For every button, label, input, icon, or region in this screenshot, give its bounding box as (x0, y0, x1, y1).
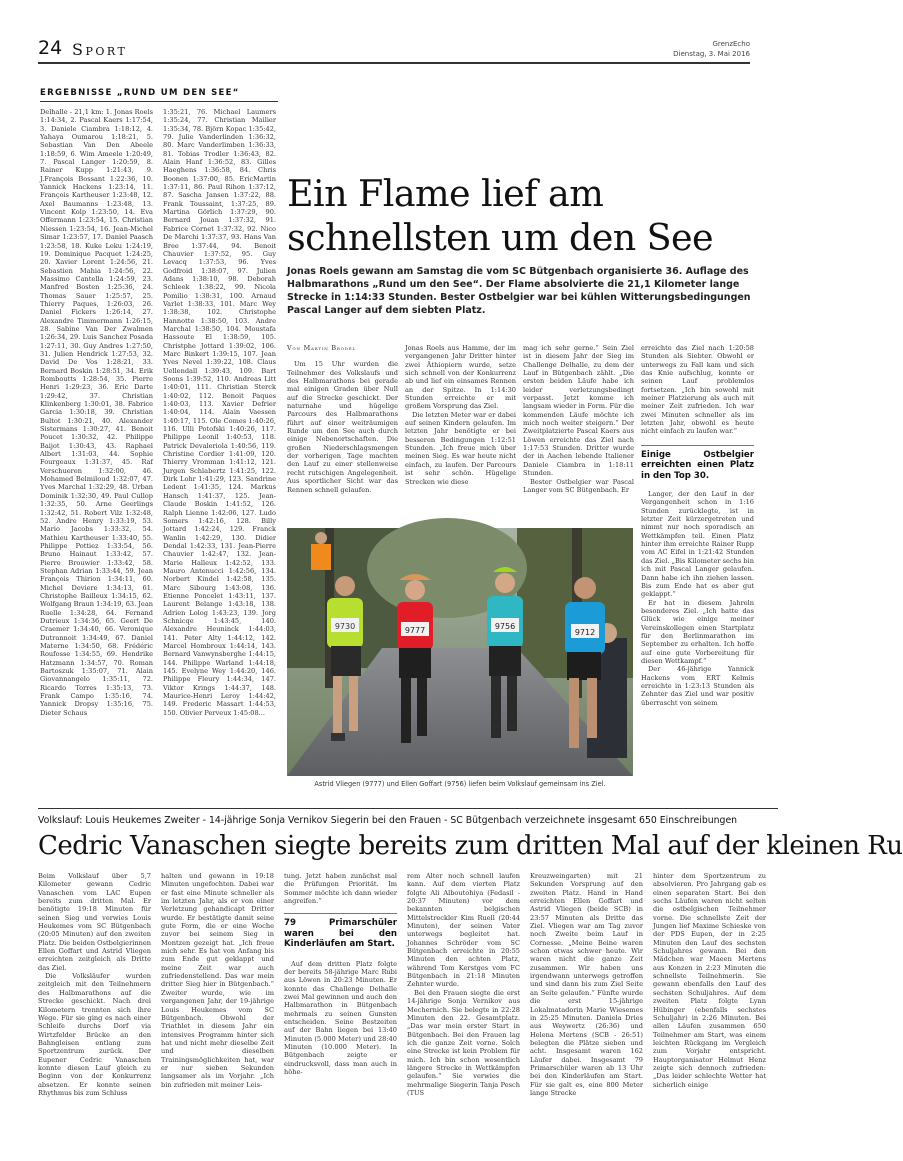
photo-caption: Astrid Vliegen (9777) und Ellen Goffart (9756) liefen beim Volkslauf gemeinsam ins Ziel. (314, 780, 606, 788)
article1-lead: Jonas Roels gewann am Samstag die vom SC Bütgenbach organisierte 36. Auflage des Halbmarathons „Rund um den See“. Der Flame absolvierte die 21,1 Kilometer lange Strecke in 1:14:33 Stunden. Bester Ostbelgier war bei kühlen Witterungsbedingungen Pascal Langer auf dem siebten Platz. (287, 266, 751, 316)
article2-text-3b: Auf dem dritten Platz folgte der bereits 58-jährige Marc Rubi aus Löwen in 20:23 Minuten. Er konnte das Challenge Delhalle zwei Mal gewinnen und auch den Halbmarathon in Bütgenbach mehrmals zu seinen Gunsten entscheiden. Seine Bestzeiten auf der Bahn liegen bei 13:40 Minuten (5.000 Meter) und 28:40 Minuten (10.000 Meter). In Bütgenbach zeigte er eindrucksvoll, dass man auch in höhe- (284, 959, 397, 1077)
article1-text-3: mag ich sehr gerne.“ Sein Ziel ist in diesem Jahr der Sieg im Challenge Delhalle, zu dem der Lauf in Bütgenbach zählt. „Die ersten beiden Läufe habe ich leider verletzungsbedingt verpasst. Jetzt komme ich langsam wieder in Form. Für die kommenden Läufe möchte ich mich noch weiter steigern.“ Der Zweitplatzierte Pascal Kaers aus Löwen erreichte das Ziel nach 1:17:53 Stunden. Dritter wurde der in Aachen lebende Italiener Daniele Ciambra in 1:18:11 Stunden. (523, 344, 634, 478)
article1-column-1 (287, 344, 398, 520)
article1-subhead: Einige Ostbelgier erreichten einen Platz in den Top 30. (641, 449, 754, 481)
article2-text-1: Beim Volkslauf über 5,7 Kilometer gewann Cedric Vanaschen vom LAC Eupen bereits zum dritten Mal. Er benötigte 19:18 Minuten für seinen Sieg und verwies Louis Heukemes vom SC Bütgenbach (20:05 Minuten) auf den zweiten Platz. Die beiden Ostbelgierinnen Ellen Goffart und Astrid Vliegen erreichten zeitgleich als Dritte das Ziel. (38, 872, 151, 972)
article2-text-4b: Bei den Frauen siegte die erst 14-jährige Sonja Vernikov aus Mechernich. Sie belegte in 22:28 Minuten den 22. Gesamtplatz. „Das war mein erster Start in Bütgenbach. Bei den Frauen lag ich die ganze Zeit vorne. Solch eine Strecke ist kein Problem für mich. Ich bin schon wesentlich längere Strecke in Wettkämpfen gelaufen.“ Sie verwies die mehrmalige Siegerin Tanja Pesch (TUS (407, 988, 520, 1097)
results-title: ERGEBNISSE „RUND UM DEN SEE“ (40, 88, 240, 98)
article1-column-2 (405, 344, 516, 520)
article2-text-6: hinter dem Sportzentrum zu absolvieren. Pro Jahrgang gab es einen separaten Start. Bei den sechs Läufen waren nicht selten die ostbelgischen Teilnehmer vorne. Die schnellste Zeit der Jungen lief Maxime Schieske von der PDS Eupen, der in 2:25 Minuten den Lauf des sechsten Schuljahres gewann. Bei den Mädchen war Maeen Mertens aus Konzen in 2:23 Minuten die schnellste Teilnehmerin. Sie gewann ebenfalls den Lauf des sechsten Schuljahres. Auf dem zweiten Platz folgte Lynn Hübinger (ebenfalls sechstes Schuljahr) in 2:26 Minuten. Bei allen Läufen zusammen 650 Teilnehmer am Start, was einem leichten Rückgang im Vergleich zum Vorjahr entspricht. Hauptorganisator Helmut Henz zeigte sich dennoch zufrieden: „Das leider schlechte Wetter hat sicherlich einige (653, 872, 766, 1089)
results-column-2 (163, 108, 276, 790)
bib-blue: 9712 (574, 628, 596, 637)
bib-red: 9777 (404, 626, 426, 635)
article1-author: Von Martin Brodel (287, 344, 356, 352)
article2-column-2 (161, 872, 274, 1150)
race-photo (287, 528, 633, 776)
article2-text-4: rem Alter noch schnell laufen kann. Auf dem vierten Platz folgte Ali Alboutohiya (Fedasil - 20:37 Minuten) vor dem bekannten belgischen Mittelstreckler Kim Ruell (20:44 Minuten), der seinen Vater unterwegs begleitet hat. Johannes Schröder vom SC Bütgenbach erreichte in 20:55 Minuten den achten Platz, während Tom Kerstges vom FC Bütgenbach in 21:18 Minuten Zehnter wurde. (407, 872, 520, 989)
article2-text-1b: Die Volksläufer wurden zeitgleich mit den Teilnehmern des Halbmarathons auf die Strecke geschickt. Nach drei Kilometern trennten sich ihre Wege. Für sie ging es nach einer Schleife durchs Dorf via Wirtzfelder Brücke an den Bahngleisen entlang zum Sportzentrum zurück. Der Eupener Cedric Vanaschen konnte diesen Lauf gleich zu Beginn von der Konkurrenz absetzen. Er konnte seinen Rhythmus bis zum Schluss (38, 972, 151, 1097)
header-rule (38, 62, 750, 64)
results-text-1: Delhalle - 21,1 km: 1. Jonas Roels 1:14:34, 2. Pascal Kaers 1:17:54, 3. Daniele Ciambra 1:18:12, 4. Yahaya Oumarou 1:18:21, 5. Sebastian Van Den Abeele 1:18:59, 6. Wim Ameele 1:20:49, 7. Pascal Langer 1:20:59, 8. Rainer Kupp 1:21:43, 9. J.François Bossant 1:22:36, 10. Yannick Hackens 1:23:14, 11. François Kartheuser 1:23:48, 12. Axel Baumanns 1:23:48, 13. Vincent Kolp 1:23:50, 14. Eva Offermann 1:23:54, 15. Christian Niessen 1:23:54, 16. Jean-Michel Simar 1:23:57, 17. Daniel Paasch 1:23:58, 18. Kuke Leku 1:24:19, 19. Dominique Pacquet 1:24:25, 20. Xavier Lorent 1:24:56, 21. Sebastien Mahia 1:24:56, 22. Massimo Cantella 1:24:59, 23. Manfred Bosten 1:25:36, 24. Thomas Sauer 1:25:57, 25. Thierry Paques, 1:26:03, 26. Daniel Fickers 1:26:14, 27. Alexandre Timmermann 1:26:15, 28. Sabine Van Der Zwalmen 1:26:34, 29. Luis Sanchez Posada 1:27:11, 30. Guy Andres 1:27:50, 31. Julien Hendrick 1:27:53, 32. David De Vos 1:28:21, 33. Bernard Boskin 1:28:51, 34. Erik Romboutts 1:28:54, 35. Pierre Henri 1:29:23, 36. Eric Darte 1:29:42, 37. Christian Klinkenberg 1:30:01, 38. Fabrice Garcia 1:30:18, 39. Christian Bultot 1:30:21, 40. Alexander Sistermans 1:30:27, 41. Benoit Poucet 1:30:32, 42. Philippe Baijot 1:30:43, 43. Raphael Albert 1:31:03, 44. Sophie Fourgeaux 1:31:37, 45. Raf Verschueren 1:32:00, 46. Mohamed Belmiloud 1:32:07, 47. Yves Marchal 1:32:29, 48. Urban Dominik 1:32:30, 49. Paul Cullop 1:32:35, 50. Arne Geerlings 1:32:42, 51. Robert Vilz 1:32:48, 52. Andre Henry 1:33:19, 53. Mario Jacobs 1:33:32, 54. Mathieu Kartheuser 1:33:40, 55. Philippe Pottiez 1:33:54, 56. Bruno Hainaut 1:33:42, 57. Pierre Brouwier 1:33:42, 58. Stephan Adrian 1:33:44, 59. Jean François Thirion 1:34:11, 60. Michel Deviere 1:34:13, 61. Christophe Bailleux 1:34:15, 62. Wolfgang Braun 1:34:19, 63. Jean Ruelle 1:34:28, 64. Fernand Dutrieux 1:34:36, 65. Geert De Craemer 1:34:40, 66. Veronique Dutrannoit 1:34:49, 67. Daniel Materne 1:34:50, 68. Frédéric Roufosse 1:34:55, 69. Hendrike Hatzmann 1:34:57, 70. Roman Bartoszuk 1:35:07, 71. Alain Giovannangelo 1:35:11, 72. Ricardo Torres 1:35:13, 73. Frank Campo 1:35:16, 74. Yannick Dropsy 1:35:16, 75. Dieter Schaus (40, 108, 153, 717)
article2-column-1 (38, 872, 151, 1150)
article2-subhead: 79 Primarschüler waren bei den Kinderläufen am Start. (284, 918, 397, 950)
page-header (0, 0, 778, 70)
article1-text-3b: Bester Ostbelgier war Pascal Langer vom SC Bütgenbach. Er (523, 477, 634, 494)
article2-text-2: halten und gewann in 19:18 Minuten ungefochten. Dabei war er fast eine Minute schneller als im letzten Jahr, als er von einer Verletzung gehandicapt Dritter wurde. Er bestätigte damit seine gute Form, die er eine Woche zuvor bei seinem Sieg in Montzen gezeigt hat. „Ich freue mich sehr. Es hat von Anfang bis zum Ende gut geklappt und meine Zeit war auch zufriedenstellend. Das war mein dritter Sieg hier in Bütgenbach.“ Zweiter wurde, wie im vergangenen Jahr, der 19-jährige Louis Heukemes vom SC Bütgenbach. Obwohl der Triathlet in diesem Jahr ein intensives Programm hinter sich hat und nicht mehr dieselbe Zeit und dieselben Trainingsmöglichkeiten hat, war er nur sieben Sekunden langsamer als im Vorjahr. „Ich bin zufrieden mit meiner Leis- (161, 872, 274, 1089)
article1-text-1: Um 15 Uhr wurden die Teilnehmer des Volkslaufs und des Halbmarathons bei gerade mal einigen Graden über Null auf die Strecke geschickt. Der naturnahe und hügelige Parcours des Halbmarathons führt auf einer weiträumigen Runde um den See auch durch einige Nebenortschaften. Die großen Niederschlagsmengen der vorherigen Tage machten den Lauf zu einer stellenweise recht rutschigen Angelegenheit. Aus sportlicher Sicht war das Rennen schnell gelaufen. (287, 360, 398, 494)
article1-column-4 (641, 344, 754, 792)
results-column-1 (40, 108, 153, 784)
article2-column-6 (653, 872, 766, 1150)
article2-top-rule (38, 808, 778, 809)
article2-kicker: Volkslauf: Louis Heukemes Zweiter - 14-jährige Sonja Vernikov Siegerin bei den Frauen - SC Bütgenbach verzeichnete insgesamt 650 Einschreibungen (38, 815, 738, 826)
article2-text-5: Kreuzweingarten) mit 21 Sekunden Vorsprung auf den zweiten Platz. Hand in Hand erreichten Ellen Goffart und Astrid Vliegen (beide SCB) in 23:57 Minuten als Dritte das Ziel. Vliegen war am Tag zuvor noch Zweite beim Lauf in Cornesse. „Meine Beine waren schon etwas schwer heute. Wir waren nicht die ganze Zeit zusammen. Wir haben uns irgendwann unterwegs getroffen und sind dann bis zum Ziel Seite an Seite gelaufen.“ Fünfte wurde die erst 15-jährige Lokalmatadorin Marie Wiesemes in 25:25 Minuten. Daniela Dries aus Weywertz (26:36) und Helena Mertens (SCB - 26:51) belegten die Plätze sieben und acht. Insgesamt waren 162 Läufer dabei. Insgesamt 79 Primarschüler waren ab 13 Uhr bei den Kinderläufen am Start. Für sie galt es, eine 800 Meter lange Strecke (530, 872, 643, 1097)
issue-date: Dienstag, 3. Mai 2016 (673, 50, 750, 58)
article2-column-3 (284, 872, 397, 1150)
article2-headline: Cedric Vanaschen siegte bereits zum dritten Mal auf der kleinen Ru (38, 831, 903, 861)
bib-teal: 9756 (494, 622, 516, 631)
section-name: Sport (72, 40, 128, 59)
bib-green: 9730 (334, 622, 356, 631)
article1-text-4b: Langer, der den Lauf in der Vergangenheit schon in 1:16 Stunden zurücklegte, ist in letzter Zeit kürzergetreten und nimmt nur noch sporadisch an Wettkämpfen teil. Einen Platz hinter ihm erreichte Rainer Rupp vom AC Eifel in 1:21:42 Stunden das Ziel. „Bis Kilometer sechs bin ich mit Pascal Langer gelaufen. Dann habe ich ihn ziehen lassen. Bis zum Ende hat es aber gut geklappt.“ (641, 490, 754, 599)
article2-column-4 (407, 872, 520, 1150)
article1-text-4d: Der 46-jährige Yannick Hackens vom ERT Kelmis erreichte in 1:23:13 Stunden als Zehnter das Ziel und war positiv überrascht von seinem (641, 665, 754, 707)
results-title-rule (40, 101, 278, 102)
article1-text-2: Jonas Roels aus Hamme, der im vergangenen Jahr Dritter hinter zwei Äthiopiern wurde, setze sich schnell von der Konkurrenz ab und lief ein einsames Rennen an der Spitze. In 1:14:30 Stunden erreichte er mit großem Vorsprung das Ziel. (405, 344, 516, 411)
article1-text-4: erreichte das Ziel nach 1:20:58 Stunden als Siebter. Obwohl er unterwegs zu Fall kam und sich das Knie aufschlug, konnte er seinen Lauf problemlos fortsetzen. „Ich bin sowohl mit meiner Platzierung als auch mit meiner Zeit zufrieden. Ich war zwei Minuten schneller als im letzten Jahr, obwohl es heute nicht einfach zu laufen war.“ (641, 344, 754, 436)
page-number: 24 (38, 37, 63, 59)
article2-text-3: tung. Jetzt haben zunächst mal die Prüfungen Priorität. Im Sommer möchte ich dann wieder angreifen.“ (284, 872, 397, 906)
paper-name: GrenzEcho (712, 40, 750, 48)
article1-column-3 (523, 344, 634, 520)
article1-text-2b: Die letzten Meter war er dabei auf seinen Kindern gelaufen. Im letzten Jahr benötigte er bei besseren Bedingungen 1:12:51 Stunden. „Ich freue mich über meinen Sieg. Es war heute nicht einfach, zu laufen. Der Parcours ist sehr schön. Hügelige Strecken wie diese (405, 410, 516, 486)
article1-headline: Ein Flame lief am schnellsten um den See (287, 172, 714, 259)
article1-text-4c: Er hat in diesem Jahreln besonderes Ziel. „Ich hatte das Glück wie einige meiner Vereinskollegen einen Startplatz für den Berlinmarathon im September zu erhalten. Ich hoffe auf eine gute Vorbereitung für diesen Wettkampf.“ (641, 598, 754, 665)
article2-column-5 (530, 872, 643, 1150)
results-text-2: 1:35:21, 76. Michael Laumers 1:35:24, 77. Christian Mailier 1:35:34, 78. Björn Kopac 1:35:42, 79. Julie Vanderlinden 1:36:32, 80. Marc Vanderlimben 1:36:33, 81. Tobias Trodler 1:36:43, 82. Alain Hanf 1:36:52, 83. Gilles Haeghens 1:36:58, 84. Chris Boonen 1:37:00, 85. EricMartin 1:37:11, 86. Paul Rihon 1:37:12, 87. Sascha Jansen 1:37:22, 88. Frank Toussaint, 1:37:25, 89. Martina Görlich 1:37:29, 90. Bernard Jouan 1:37:32, 91. Fabrice Cornet 1:37:32, 92. Nico De Marchi 1:37:37, 93. Hans Van Bree 1:37:44, 94. Benoit Chauvier 1:37:52, 95. Guy Levacq 1:37:53, 96. Yves Godfroid 1:38:07, 97. Julien Adans 1:38:10, 98. Deborah Schleek 1:38:22, 99. Nicola Pomilio 1:38:31, 100. Arnaud Varlet 1:38:33, 101. Marc Wey 1:38:38, 102. Christophe Hannotte 1:38:50, 103. Andre Marchal 1:38:50, 104. Moustafa Hassoute El 1:38:59, 105. Christphe Jottard 1:39:02, 106. Marc Binkert 1:39:15, 107. Jean Yves Nevel 1:39:22, 108. Claus Uellendall 1:39:43, 109. Bart Soons 1:39:52, 110. Andreas Litt 1:40:01, 111. Christian Sterck 1:40:02, 112. Benoit Paques 1:40:03, 113. Xavier Defrier 1:40:04, 114. Alain Vaessen 1:40:17, 115. Ole Comes 1:40:26, 116. Ulli Potofski 1:40:26, 117. Philippe Leonil 1:40:53, 118. Patrick Devaleriola 1:40:56, 119. Christine Cordier 1:41:09, 120. Thierry Vromman 1:41:12, 121. Jurgen Schlabertz 1:41:25, 122. Dirk Lohr 1:41:29, 123. Sandrine Ledent 1:41:35, 124. Markus Hansch 1:41:37, 125. Jean-Claude Boskin 1:41:52, 126. Ralph Lienne 1:42:06, 127. Ludo Somers 1:42:16, 128. Billy Jottard 1:42:24, 129. Franck Wanlin 1:42:29, 130. Didier Dendal 1:42:33, 131. Jean-Pierre Chauvier 1:42:47, 132. Jean-Marie Halleux 1:42:52, 133. Mauro Antenucci 1:42:56, 134. Norbert Kindel 1:42:58, 135. Marc Sibourg 1:43:08, 136. Etienne Poncelet 1:43:11, 137. Laurent Belange 1:43:18, 138. Adrien Lolog 1:43:23, 139. Jorg Schnicqe 1:43:45, 140. Alexandre Heuninck 1:44:03, 141. Peter Alty 1:44:12, 142. Marcel Hombroux 1:44:14, 143. Bernard Vanwynsberghe 1:44:15, 144. Philippe Warland 1:44:18, 145. Evelyne Wey 1:44:20, 146. Philippe Fleury 1:44:34, 147. Viktor Krings 1:44:37, 148. Maurice-Henri Leroy 1:44:42, 149. Frederic Massart 1:44:53, 150. Olivier Perveux 1:45:08... (163, 108, 276, 717)
